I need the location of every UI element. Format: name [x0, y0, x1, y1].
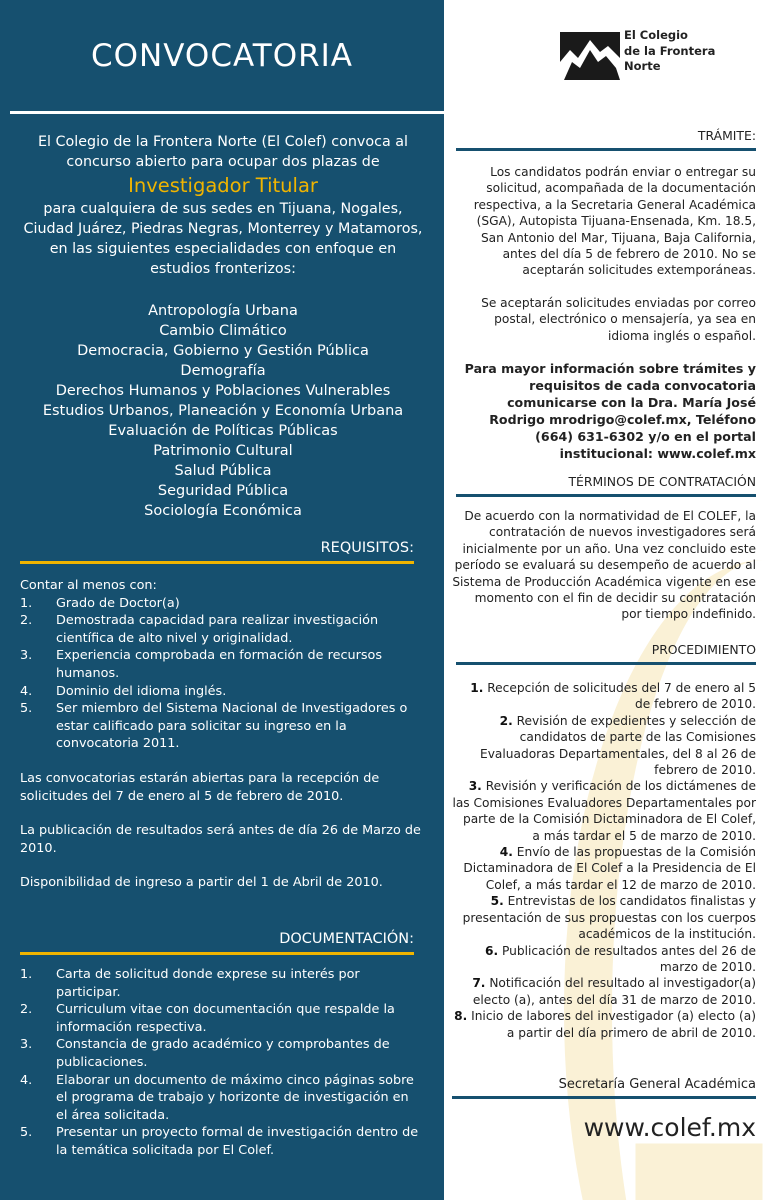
title-band — [10, 0, 444, 114]
intro-lead: El Colegio de la Frontera Norte (El Colef) convoca al concurso abierto para ocupar dos plazas de — [37, 134, 409, 170]
terminos-heading: TÉRMINOS DE CONTRATACIÓN — [456, 474, 756, 497]
list-item: 5. Ser miembro del Sistema Nacional de Investigadores o estar calificado para solicitar su ingreso en la convocatoria 2011. — [20, 701, 408, 752]
website-link[interactable]: www.colef.mx — [583, 1113, 756, 1142]
list-item: 2. Curriculum vitae con documentación que respalde la información respectiva. — [20, 1002, 395, 1035]
page-title: CONVOCATORIA — [91, 38, 353, 74]
specialty-item: Cambio Climático — [159, 323, 287, 339]
list-item: 4. Elaborar un documento de máximo cinco páginas sobre el programa de trabajo y horizonte de investigación en el área solicitada. — [20, 1072, 414, 1123]
documentacion-section — [20, 966, 424, 1160]
tramite-text: Los candidatos podrán enviar o entregar su solicitud, acompañada de la documentación respectiva, a la Secretaria General Académica (SGA), Autopista Tijuana-Ensenada, Km. 18.5, San Antonio del Mar, Tijuana, Baja California, antes del día 5 de febrero de 2010. No se aceptarán solicitudes extemporáneas. — [473, 165, 756, 278]
list-item: 1. Carta de solicitud donde exprese su interés por participar. — [20, 967, 360, 1000]
specialty-item: Evaluación de Políticas Públicas — [108, 423, 338, 439]
ingreso-text: Disponibilidad de ingreso a partir del 1 de Abril de 2010. — [20, 875, 383, 891]
position-title: Investigador Titular — [128, 174, 318, 197]
logo-text: El Colegio de la Frontera Norte — [624, 28, 716, 73]
list-item: 8. Inicio de labores del investigador (a) electo (a) a partir del día primero de abril de 2010. — [454, 1009, 756, 1040]
colef-logo — [560, 28, 760, 84]
list-item: 4. Dominio del idioma inglés. — [20, 683, 227, 699]
list-item: 3. Revisión y verificación de los dictámenes de las Comisiones Evaluadores Departamentales por parte de la Comisión Dictaminadora de El Colef, a más tardar el 5 de marzo de 2010. — [452, 779, 756, 843]
right-panel — [444, 0, 776, 1200]
intro-tail: para cualquiera de sus sedes en Tijuana, Nogales, Ciudad Juárez, Piedras Negras, Monterrey y Matamoros, en las siguientes especialidades con enfoque en estudios fronterizos: — [23, 201, 423, 277]
requisitos-heading: REQUISITOS: — [20, 539, 414, 564]
requisitos-section — [20, 577, 424, 892]
specialty-item: Demografía — [180, 363, 266, 379]
list-item: 5. Entrevistas de los candidatos finalistas y presentación de sus propuestas con los cuerpos académicos de la institución. — [462, 894, 756, 942]
list-item: 2. Demostrada capacidad para realizar investigación científica de alto nivel y originalidad. — [20, 613, 379, 646]
tramite-heading: TRÁMITE: — [456, 128, 756, 151]
procedimiento-heading: PROCEDIMIENTO — [456, 642, 756, 665]
envio-text: Se aceptarán solicitudes enviadas por correo postal, electrónico o mensajería, ya sea en idioma inglés o español. — [481, 295, 756, 343]
tramite-section — [452, 164, 756, 462]
requisitos-list — [20, 595, 424, 753]
procedimiento-list — [452, 680, 756, 1041]
list-item: 2. Revisión de expedientes y selección de candidatos de parte de las Comisiones Evaluadoras Departamentales, del 8 al 26 de febrero de 2010. — [480, 713, 756, 778]
list-item: 1. Recepción de solicitudes del 7 de enero al 5 de febrero de 2010. — [470, 681, 756, 712]
list-item: 4. Envío de las propuestas de la Comisión Dictaminadora de El Colef a la Presidencia de El Colef, a más tardar el 12 de marzo de 2010. — [463, 845, 756, 892]
list-item: 1. Grado de Doctor(a) — [20, 595, 180, 611]
specialty-item: Patrimonio Cultural — [153, 443, 293, 459]
specialty-item: Sociología Económica — [144, 503, 302, 519]
list-item: 3. Experiencia comprobada en formación de recursos humanos. — [20, 648, 383, 681]
list-item: 6. Publicación de resultados antes del 26 de marzo de 2010. — [485, 943, 756, 974]
intro — [18, 132, 428, 521]
office-signature: Secretaría General Académica — [452, 1077, 756, 1099]
specialty-item: Derechos Humanos y Poblaciones Vulnerables — [55, 383, 391, 399]
requisitos-lead: Contar al menos con: — [20, 578, 157, 593]
terminos-text: De acuerdo con la normatividad de El COLEF, la contratación de nuevos investigadores será inicialmente por un año. Una vez concluido este período se evaluará su desempeño de acuerdo al Sistema de Producción Académica vigente en ese momento con el fin de decidir su contratación por tiempo indefinido. — [452, 509, 756, 622]
specialty-list — [18, 301, 428, 521]
specialty-item: Antropología Urbana — [148, 303, 298, 319]
specialty-item: Salud Pública — [174, 463, 272, 479]
list-item: 7. Notificación del resultado al investigador(a) electo (a), antes del día 31 de marzo de 2010. — [472, 976, 756, 1007]
apertura-text: Las convocatorias estarán abiertas para la recepción de solicitudes del 7 de enero al 5 de febrero de 2010. — [20, 770, 380, 804]
list-item: 5. Presentar un proyecto formal de investigación dentro de la temática solicitada por El Colef. — [20, 1125, 419, 1158]
specialty-item: Estudios Urbanos, Planeación y Economía Urbana — [42, 403, 404, 419]
mountain-logo-icon — [560, 32, 620, 80]
specialty-item: Democracia, Gobierno y Gestión Pública — [77, 343, 369, 359]
list-item: 3. Constancia de grado académico y comprobantes de publicaciones. — [20, 1037, 390, 1070]
specialty-item: Seguridad Pública — [157, 483, 289, 499]
contact-info: Para mayor información sobre trámites y requisitos de cada convocatoria comunicarse con la Dra. María José Rodrigo mrodrigo@colef.mx, Teléfono (664) 631-6302 y/o en el portal institucional: www.colef.mx — [464, 361, 756, 462]
documentacion-list — [20, 966, 424, 1160]
documentacion-heading: DOCUMENTACIÓN: — [20, 930, 414, 955]
publicacion-text: La publicación de resultados será antes de día 26 de Marzo de 2010. — [20, 823, 421, 856]
